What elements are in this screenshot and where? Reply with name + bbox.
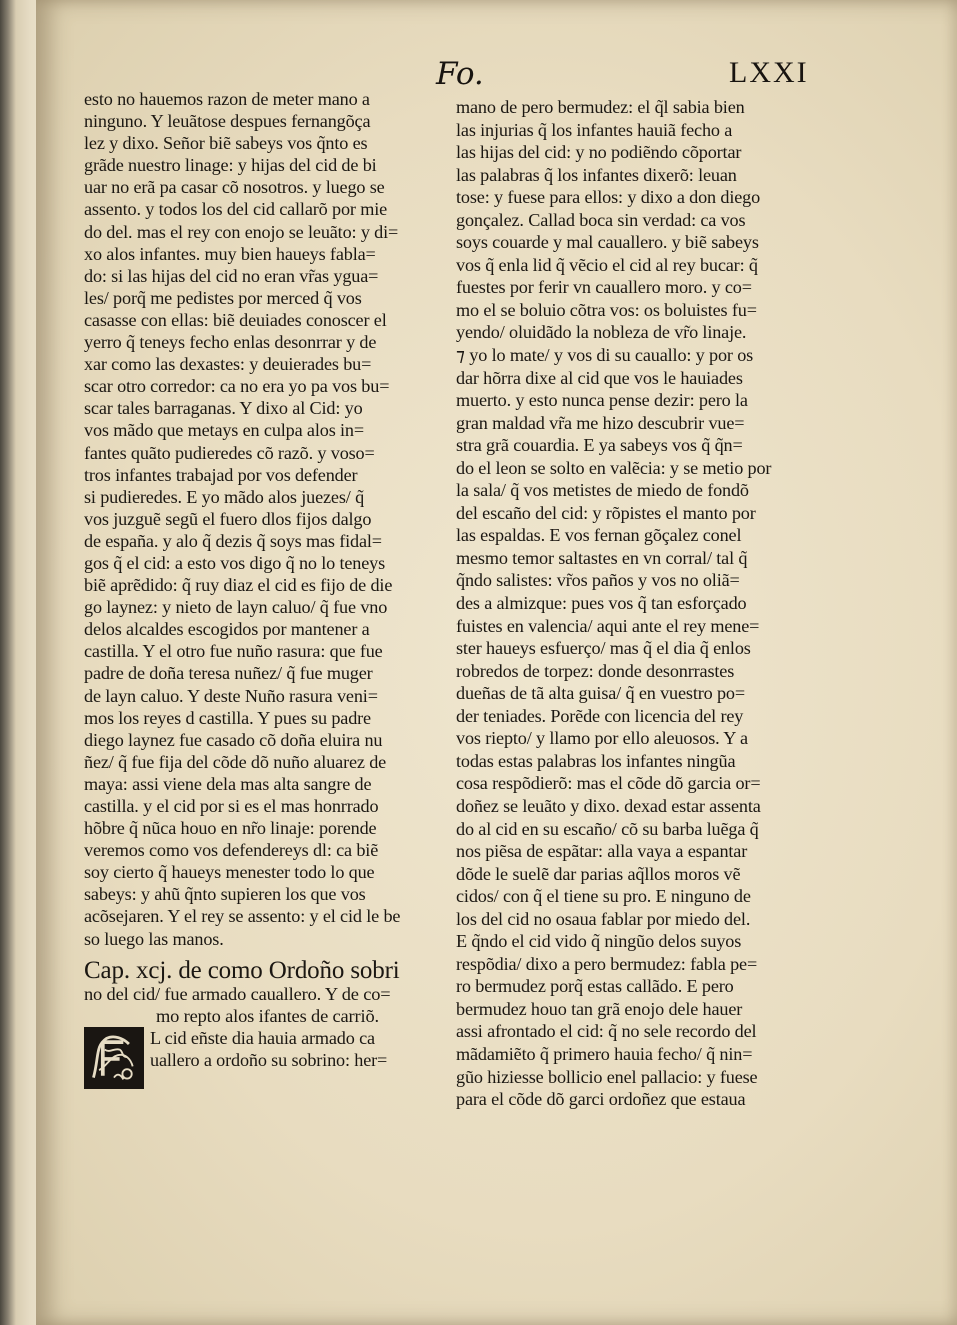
text-line: xo alos infantes. muy bien haueys fabla= xyxy=(84,243,376,264)
text-line: grãde nuestro linage: y hijas del cid de bi xyxy=(84,155,377,176)
text-line: do el leon se solto en valẽcia: y se metio por xyxy=(456,457,772,478)
text-line: delos alcaldes escogidos por mantener a xyxy=(84,619,370,640)
left-column-lines xyxy=(84,88,450,950)
text-line: esto no hauemos razon de meter mano a xyxy=(84,89,370,109)
text-line: las hijas del cid: y no podiẽndo cõportar xyxy=(456,142,742,163)
decorated-initial-e-icon xyxy=(84,1027,144,1089)
text-line: diego laynez fue casado cõ doña eluira nu xyxy=(84,729,383,750)
folio-numeral: LXXI xyxy=(729,56,809,89)
text-line: dõde le suelẽ dar parias aq̃llos moros vẽ xyxy=(456,863,741,884)
text-line: bermudez houo tan grã enojo dele hauer xyxy=(456,998,743,1019)
text-line: de españa. y alo q̃ dezis q̃ soys mas fidal= xyxy=(84,530,382,551)
right-column-lines xyxy=(456,96,806,1111)
text-line: las espaldas. E vos fernan gõçalez conel xyxy=(456,525,742,546)
text-line: la sala/ q̃ vos metistes de miedo de fondõ xyxy=(456,480,749,501)
text-line: so luego las manos. xyxy=(84,928,224,949)
chapter-heading-line2: no del cid/ fue armado cauallero. Y de co= xyxy=(84,983,391,1004)
text-line: vos riepto/ y llamo por ello aleuosos. Y a xyxy=(456,728,748,749)
text-line: E q̃ndo el cid vido q̃ ningũo delos suyos xyxy=(456,931,742,952)
right-column xyxy=(456,96,806,1111)
text-line: ⁊ yo lo mate/ y vos di su cauallo: y por os xyxy=(456,345,754,366)
book-page xyxy=(36,0,957,1325)
text-line: fuestes por ferir vn cauallero moro. y co= xyxy=(456,277,752,298)
text-line: cidos/ con q̃ el tiene su pro. E ninguno de xyxy=(456,886,751,907)
text-line: fuistes en valencia/ aqui ante el rey mene= xyxy=(456,615,760,636)
text-line: dueñas de tã alta guisa/ q̃ en vuestro po= xyxy=(456,683,745,704)
chapter-heading: Cap. xcj. de como Ordoño sobri xyxy=(84,956,400,984)
text-line: robredos de torpez: donde desonrrastes xyxy=(456,660,735,681)
text-line: las palabras q̃ los infantes dixerõ: leuan xyxy=(456,164,737,185)
text-line: las injurias q̃ los infantes hauiã fecho a xyxy=(456,119,733,140)
text-line: doñez se leuãto y dixo. dexad estar assenta xyxy=(456,795,761,816)
text-line: castilla. y el cid por si es el mas honrrado xyxy=(84,796,379,816)
text-line: nos piẽsa de espãtar: alla vaya a espantar xyxy=(456,841,748,862)
text-line: hõbre q̃ nũca houo en nr̃o linaje: porende xyxy=(84,818,377,839)
text-line: les/ porq̃ me pedistes por merced q̃ vos xyxy=(84,287,362,308)
text-line: q̃ndo salistes: vr̃os paños y vos no oliã= xyxy=(456,570,740,591)
folio-label: Fo. xyxy=(436,56,484,92)
text-line: mo el se boluio cõtra vos: os boluistes fu= xyxy=(456,299,757,320)
left-column xyxy=(84,88,450,1071)
text-line: gran maldad vr̃a me hizo descubrir vue= xyxy=(456,412,745,433)
text-line: uar no erã pa casar cõ nosotros. y luego se xyxy=(84,177,385,198)
text-line: ñez/ q̃ fue fija del cõde dõ nuño aluarez de xyxy=(84,751,387,772)
text-line: assento. y todos los del cid callarõ por mie xyxy=(84,199,388,220)
text-line: ro bermudez porq̃ estas callãdo. E pero xyxy=(456,976,734,997)
text-line: scar otro corredor: ca no era yo pa vos bu= xyxy=(84,376,390,397)
chapter-body-line: L cid eñste dia hauia armado ca xyxy=(150,1027,375,1048)
chapter-body-line: uallero a ordoño su sobrino: her= xyxy=(150,1049,388,1070)
text-line: biẽ aprẽdido: q̃ ruy diaz el cid es fijo de die xyxy=(84,575,393,596)
text-line: soys couarde y mal cauallero. y biẽ sabeys xyxy=(456,232,759,253)
chapter-body xyxy=(84,1027,450,1071)
text-line: los del cid no osaua fablar por miedo del. xyxy=(456,908,751,929)
text-line: ninguno. Y leuãtose despues fernangõça xyxy=(84,111,371,132)
text-line: soy cierto q̃ haueys menester todo lo que xyxy=(84,862,375,883)
text-line: mos los reyes d castilla. Y pues su padre xyxy=(84,707,371,728)
text-line: si pudieredes. E yo mãdo alos juezes/ q̃ xyxy=(84,486,365,507)
text-line: todas estas palabras los infantes ningũa xyxy=(456,750,736,771)
text-line: del escaño del cid: y rõpistes el manto por xyxy=(456,502,756,523)
text-line: cosa respõdierõ: mas el cõde dõ garcia or= xyxy=(456,773,761,794)
text-line: veremos como vos defendereys dl: ca biẽ xyxy=(84,840,379,861)
text-line: tose: y fuese para ellos: y dixo a don diego xyxy=(456,187,761,208)
text-line: go laynez: y nieto de layn caluo/ q̃ fue vno xyxy=(84,597,388,618)
text-line: yerro q̃ teneys fecho enlas desonrrar y de xyxy=(84,332,377,353)
text-line: de layn caluo. Y deste Nuño rasura veni= xyxy=(84,685,378,706)
text-line: muerto. y esto nunca pense dezir: pero la xyxy=(456,390,748,411)
text-line: fantes quãto pudieredes cõ razõ. y voso= xyxy=(84,442,375,463)
text-line: padre de doña teresa nuñez/ q̃ fue muger xyxy=(84,663,373,684)
text-line: do del. mas el rey con enojo se leuãto: y di= xyxy=(84,221,399,242)
text-line: do: si las hijas del cid no eran vr̃as ygua= xyxy=(84,265,379,286)
text-line: der teniades. Porẽde con licencia del rey xyxy=(456,705,744,726)
text-line: acõsejaren. Y el rey se assento: y el cid le be xyxy=(84,906,401,927)
text-line: assi afrontado el cid: q̃ no sele recordo del xyxy=(456,1021,757,1042)
text-line: sabeys: y ahũ q̃nto supieren los que vos xyxy=(84,884,366,905)
text-line: castilla. Y el otro fue nuño rasura: que fue xyxy=(84,641,383,662)
text-line: lez y dixo. Señor biẽ sabeys vos q̃nto es xyxy=(84,133,368,154)
text-line: gos q̃ el cid: a esto vos digo q̃ no lo teneys xyxy=(84,552,386,573)
text-line: para el cõde dõ garci ordoñez que estaua xyxy=(456,1089,746,1110)
text-line: mano de pero bermudez: el q̃l sabia bien xyxy=(456,97,745,117)
text-line: vos juzguẽ segũ el fuero dlos fijos dalgo xyxy=(84,508,372,529)
text-line: respõdia/ dixo a pero bermudez: fabla pe= xyxy=(456,953,758,974)
text-line: dar hõrra dixe al cid que vos le hauiades xyxy=(456,367,743,388)
text-line: vos q̃ enla lid q̃ vẽcio el cid al rey bucar: q̃ xyxy=(456,254,758,275)
text-line: mãdamiẽto q̃ primero hauia fecho/ q̃ nin= xyxy=(456,1043,753,1064)
text-line: mesmo temor saltastes en vn corral/ tal q̃ xyxy=(456,547,748,568)
text-line: tros infantes trabajad por vos defender xyxy=(84,464,358,485)
text-line: gonçalez. Callad boca sin verdad: ca vos xyxy=(456,209,746,230)
text-line: do al cid en su escaño/ cõ su barba luẽga q̃ xyxy=(456,818,759,839)
text-line: gũo hiziesse bollicio enel pallacio: y fuese xyxy=(456,1066,758,1087)
text-line: ster haueys esfuerço/ mas q̃ el dia q̃ enlos xyxy=(456,638,751,659)
text-line: vos mãdo que metays en culpa alos in= xyxy=(84,420,364,441)
text-line: stra grã couardia. E ya sabeys vos q̃ q̃n= xyxy=(456,435,743,456)
text-line: maya: assi viene dela mas alta sangre de xyxy=(84,773,372,794)
text-line: scar tales barraganas. Y dixo al Cid: yo xyxy=(84,398,363,419)
text-line: xar como las dexastes: y deuierades bu= xyxy=(84,354,372,375)
text-line: des a almizque: pues vos q̃ tan esforçado xyxy=(456,593,747,614)
text-line: casasse con ellas: biẽ deuiades conoscer el xyxy=(84,309,387,330)
chapter-heading-line3: mo repto alos ifantes de carriõ. xyxy=(156,1005,379,1026)
text-line: yendo/ oluidãdo la nobleza de vr̃o linaje. xyxy=(456,322,747,343)
